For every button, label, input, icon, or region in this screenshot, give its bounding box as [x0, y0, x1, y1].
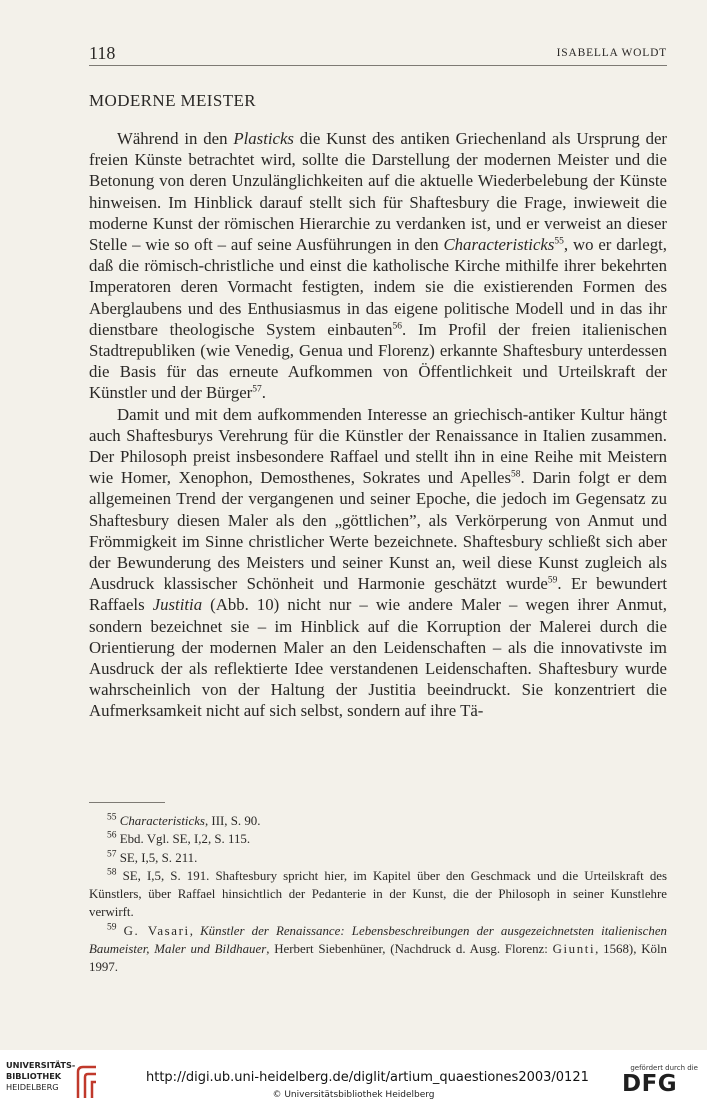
footnote-56: $^{56}$ Ebd. Vgl. SE, I,2, S. 115. — [107, 831, 251, 847]
document-url-link[interactable]: http://digi.ub.uni-heidelberg.de/diglit/artium_quaestiones2003/0121 — [146, 1070, 589, 1085]
footnote-ref[interactable]: 57 — [252, 384, 262, 395]
footnote-59: $^{59}$ G. Vasari, Künstler der Renaissance: Lebensbeschreibungen der ausgezeichnetsten italienischen Baumeister, Maler und Bildhauer, Herbert Siebenhüner, (Nachdruck d. Ausg. Florenz: Giunti, 1568), Köln 1997. — [89, 922, 668, 975]
section-heading: MODERNE MEISTER — [89, 91, 257, 110]
running-head — [89, 43, 667, 66]
viewer-footer — [0, 1050, 707, 1109]
library-name: UNIVERSITÄTS- BIBLIOTHEK HEIDELBERG — [6, 1060, 76, 1092]
footnote-rule — [89, 802, 165, 803]
footnote-ref[interactable]: 58 — [511, 469, 521, 480]
footnote-ref[interactable]: 56 — [392, 321, 403, 332]
paragraph: Während in den Plasticks die Kunst des antiken Griechenland als Ursprung der freien Künste betrachtet wird, sollte die Darstellung der modernen Meister und die Betonung von deren Unzulänglichkeiten auf die aktuelle Wiederbelebung der Künste hinweisen. Im Hinblick darauf stellt sich für Shaftesbury die Frage, inwieweit die moderne Kunst der römischen Hierarchie zu verdanken ist, und er verweist an dieser Stelle – wie so oft – auf seine Ausführungen in den Characteristicks$^{55}$, wo er darlegt, daß die römisch-christliche und einst die katholische Kirche mithilfe ihrer bekehrten Imperatoren deren Vormacht festigten, indem sie die existierenden Formen des Aberglaubens und des Enthusiasmus in das eigene politische Modell und in das ihr dienstbare theologische System einbauten$^{56}$. Im Profil der freien italienischen Stadtrepubliken (wie Venedig, Genua und Florenz) erkannte Shaftesbury unterdessen die Basis für das erneute Aufkommen von Öffentlichkeit und Urteilskraft der Künstler und der Bürger$^{57}$. — [89, 129, 668, 403]
footnote-58: $^{58}$ SE, I,5, S. 191. Shaftesbury spricht hier, im Kapitel über den Geschmack und die Urteilskraft des Künstlers, über Raffael hinsichtlich der Pedanterie in der Kunst, die der Philosoph in seiner Kunstlehre verwirft. — [89, 867, 667, 920]
body-text — [89, 128, 667, 722]
page-number: 118 — [89, 43, 116, 63]
footnote-ref[interactable]: 55 — [554, 236, 564, 247]
footnote-57: $^{57}$ SE, I,5, S. 211. — [107, 849, 198, 865]
footnote-55: $^{55}$ Characteristicks, III, S. 90. — [107, 812, 261, 828]
footnotes — [89, 812, 667, 977]
paragraph: Damit und mit dem aufkommenden Interesse an griechisch-antiker Kultur hängt auch Shaftesburys Verehrung für die Künstler der Renaissance in Italien zusammen. Der Philosoph preist insbesondere Raffael und stellt ihn in eine Reihe mit Meistern wie Homer, Xenophon, Demosthenes, Sokrates und Apelles$^{58}$. Darin folgt er dem allgemeinen Trend der vergangenen und seiner Epoche, die jedoch im Gegensatz zu Shaftesbury diesen Maler als den „göttlichen”, als Verkörperung von Anmut und Frömmigkeit im Sinne christlicher Werte bezeichnete. Shaftesbury schließt sich aber der Bewunderung des Meisters und seiner Kunst an, weil diese Kunst zugleich als Ausdruck klassischer Schönheit und Harmonie geschätzt wurde$^{59}$. Er bewundert Raffaels Justitia (Abb. 10) nicht nur – wie andere Maler – wegen ihrer Anmut, sondern bezeichnet sie – im Hinblick auf die Korruption der Malerei durch die Orientierung der modernen Maler an den Leidenschaften – als die innovativste im Ausdruck der als reflektierte Idee verstandenen Leidenschaften. Shaftesbury wurde wahrscheinlich von der Haltung der Justitia beeindruckt. Sie konzentriert die Aufmerksamkeit nicht auf sich selbst, sondern auf ihre Tä- — [89, 404, 667, 721]
dfg-wordmark: DFG — [622, 1071, 678, 1097]
copyright-notice: © Universitätsbibliothek Heidelberg — [272, 1090, 435, 1100]
footnote-ref[interactable]: 59 — [547, 575, 558, 586]
running-title: ISABELLA WOLDT — [556, 47, 667, 59]
funding-note: gefördert durch die — [630, 1064, 698, 1072]
dfg-logo[interactable] — [622, 1064, 698, 1096]
